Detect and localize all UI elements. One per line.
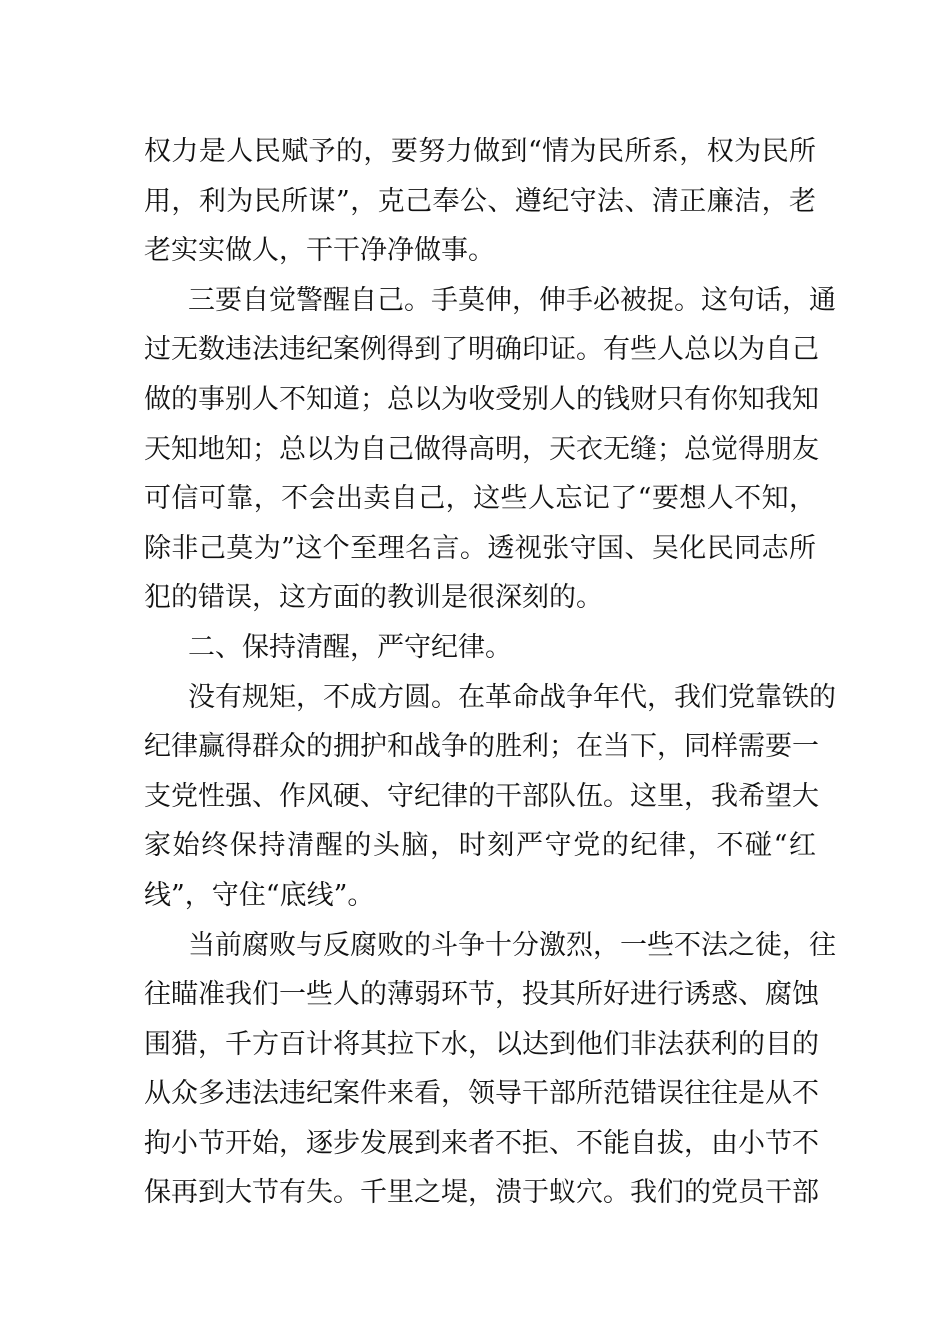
paragraph-4-line-1: 当前腐败与反腐败的斗争十分激烈，一些不法之徒，往 xyxy=(188,929,836,961)
paragraph-3-line-5: 线”，守住“底线”。 xyxy=(144,879,375,911)
paragraph-2-line-4: 天知地知；总以为自己做得高明，天衣无缝；总觉得朋友 xyxy=(144,433,819,465)
paragraph-2-line-1: 三要自觉警醒自己。手莫伸，伸手必被捉。这句话，通 xyxy=(188,284,836,316)
paragraph-4-line-2: 往瞄准我们一些人的薄弱环节，投其所好进行诱惑、腐蚀 xyxy=(144,979,819,1011)
paragraph-3-line-1: 没有规矩，不成方圆。在革命战争年代，我们党靠铁的 xyxy=(188,681,836,713)
paragraph-2-line-2: 过无数违法违纪案例得到了明确印证。有些人总以为自己 xyxy=(144,334,819,366)
paragraph-2-line-6: 除非己莫为”这个至理名言。透视张守国、吴化民同志所 xyxy=(144,532,816,564)
paragraph-3-line-2: 纪律赢得群众的拥护和战争的胜利；在当下，同样需要一 xyxy=(144,731,819,763)
paragraph-4-line-5: 拘小节开始，逐步发展到来者不拒、不能自拔，由小节不 xyxy=(144,1127,819,1159)
paragraph-3-line-4: 家始终保持清醒的头脑，时刻严守党的纪律，不碰“红 xyxy=(144,830,816,862)
paragraph-4-line-4: 从众多违法违纪案件来看，领导干部所范错误往往是从不 xyxy=(144,1078,819,1110)
paragraph-2-line-7: 犯的错误，这方面的教训是很深刻的。 xyxy=(144,582,603,614)
paragraph-3-line-3: 支党性强、作风硬、守纪律的干部队伍。这里，我希望大 xyxy=(144,780,819,812)
paragraph-2-line-5: 可信可靠，不会出卖自己，这些人忘记了“要想人不知， xyxy=(144,483,816,515)
paragraph-4-line-6: 保再到大节有失。千里之堤，溃于蚁穴。我们的党员干部 xyxy=(144,1177,819,1209)
paragraph-2-line-3: 做的事别人不知道；总以为收受别人的钱财只有你知我知 xyxy=(144,383,819,415)
section-heading: 二、保持清醒，严守纪律。 xyxy=(188,631,512,663)
paragraph-1-line-1: 权力是人民赋予的，要努力做到“情为民所系，权为民所 xyxy=(144,136,816,167)
paragraph-1-line-3: 老实实做人，干干净净做事。 xyxy=(144,235,495,267)
paragraph-4-line-3: 围猎，千方百计将其拉下水，以达到他们非法获利的目的 xyxy=(144,1028,819,1060)
paragraph-1-line-2: 用，利为民所谋”，克己奉公、遵纪守法、清正廉洁，老 xyxy=(144,185,816,217)
document-body xyxy=(144,127,836,1218)
